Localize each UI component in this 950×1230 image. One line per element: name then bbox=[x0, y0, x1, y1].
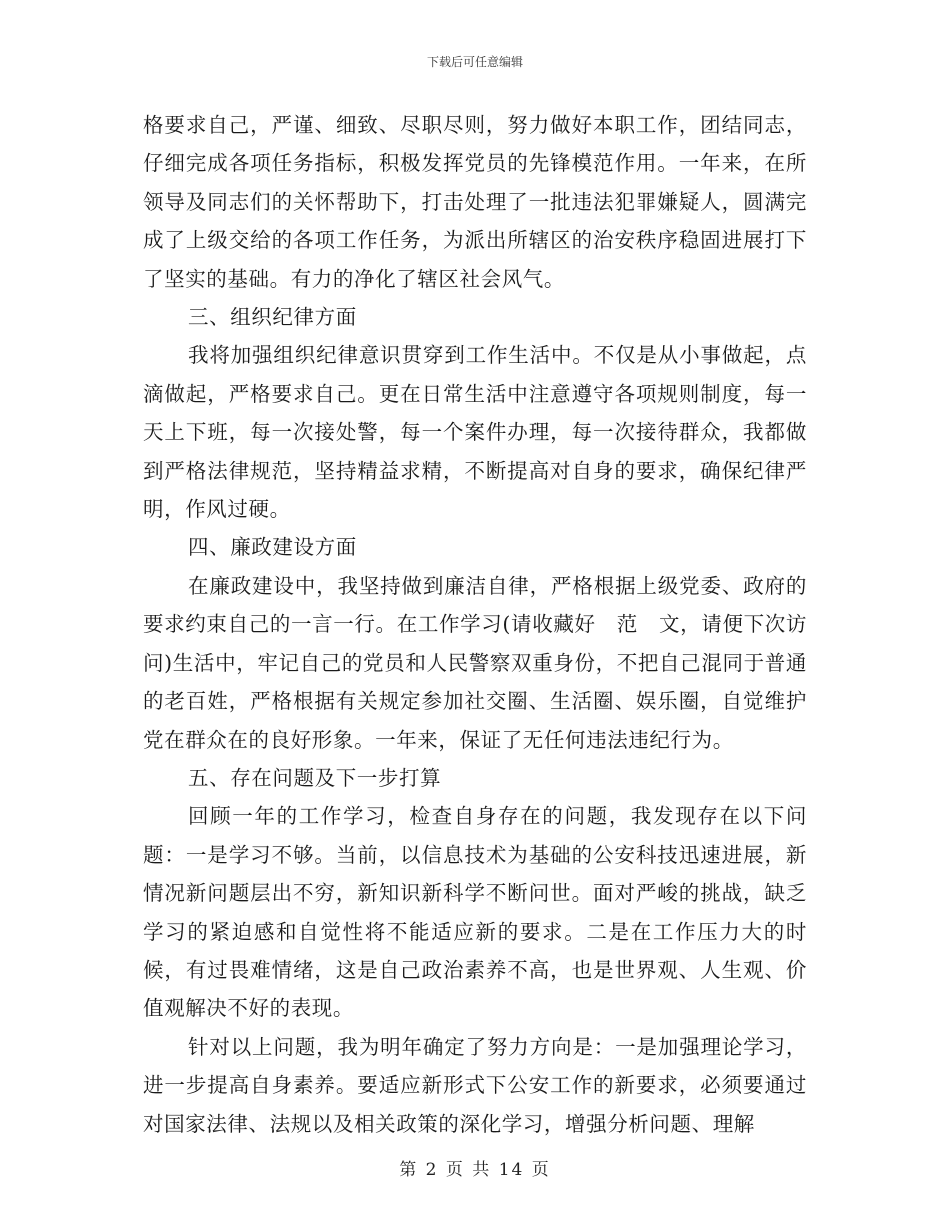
paragraph-problems: 回顾一年的工作学习，检查自身存在的问题，我发现存在以下问题：一是学习不够。当前，以信息技术为基础的公安科技迅速进展，新情况新问题层出不穷，新知识新科学不断问世。面对严峻的挑战，缺乏学习的紧迫感和自觉性将不能适应新的要求。二是在工作压力大的时候，有过畏难情绪，这是自己政治素养不高，也是世界观、人生观、价值观解决不好的表现。 bbox=[143, 804, 807, 1021]
paragraph-plans: 针对以上问题，我为明年确定了努力方向是：一是加强理论学习，进一步提高自身素养。要适应新形式下公安工作的新要求，必须要通过对国家法律、法规以及相关政策的深化学习，增强分析问题、理解 bbox=[143, 1034, 807, 1136]
document-body bbox=[143, 106, 807, 1143]
section-heading-problems: 五、存在问题及下一步打算 bbox=[188, 765, 442, 790]
section-heading-discipline: 三、组织纪律方面 bbox=[188, 305, 357, 330]
paragraph-continuation: 格要求自己，严谨、细致、尽职尽则，努力做好本职工作，团结同志，仔细完成各项任务指标，积极发挥党员的先锋模范作用。一年来，在所领导及同志们的关怀帮助下，打击处理了一批违法犯罪嫌疑人，圆满完成了上级交给的各项工作任务，为派出所辖区的治安秩序稳固进展打下了坚实的基础。有力的净化了辖区社会风气。 bbox=[143, 113, 807, 291]
page-header: 下载后可任意编辑 bbox=[426, 55, 523, 69]
page-number-footer: 第 2 页 共 14 页 bbox=[399, 1160, 551, 1180]
section-heading-integrity: 四、廉政建设方面 bbox=[188, 535, 357, 560]
paragraph-discipline: 我将加强组织纪律意识贯穿到工作生活中。不仅是从小事做起，点滴做起，严格要求自己。更在日常生活中注意遵守各项规则制度，每一天上下班，每一次接处警，每一个案件办理，每一次接待群众，我都做到严格法律规范，坚持精益求精，不断提高对自身的要求，确保纪律严明，作风过硬。 bbox=[143, 343, 807, 522]
paragraph-integrity: 在廉政建设中，我坚持做到廉洁自律，严格根据上级党委、政府的要求约束自己的一言一行。在工作学习(请收藏好 范 文，请便下次访问)生活中，牢记自己的党员和人民警察双重身份，不把自己混同于普通的老百姓，严格根据有关规定参加社交圈、生活圈、娱乐圈，自觉维护党在群众在的良好形象。一年来，保证了无任何违法违纪行为。 bbox=[143, 573, 807, 752]
